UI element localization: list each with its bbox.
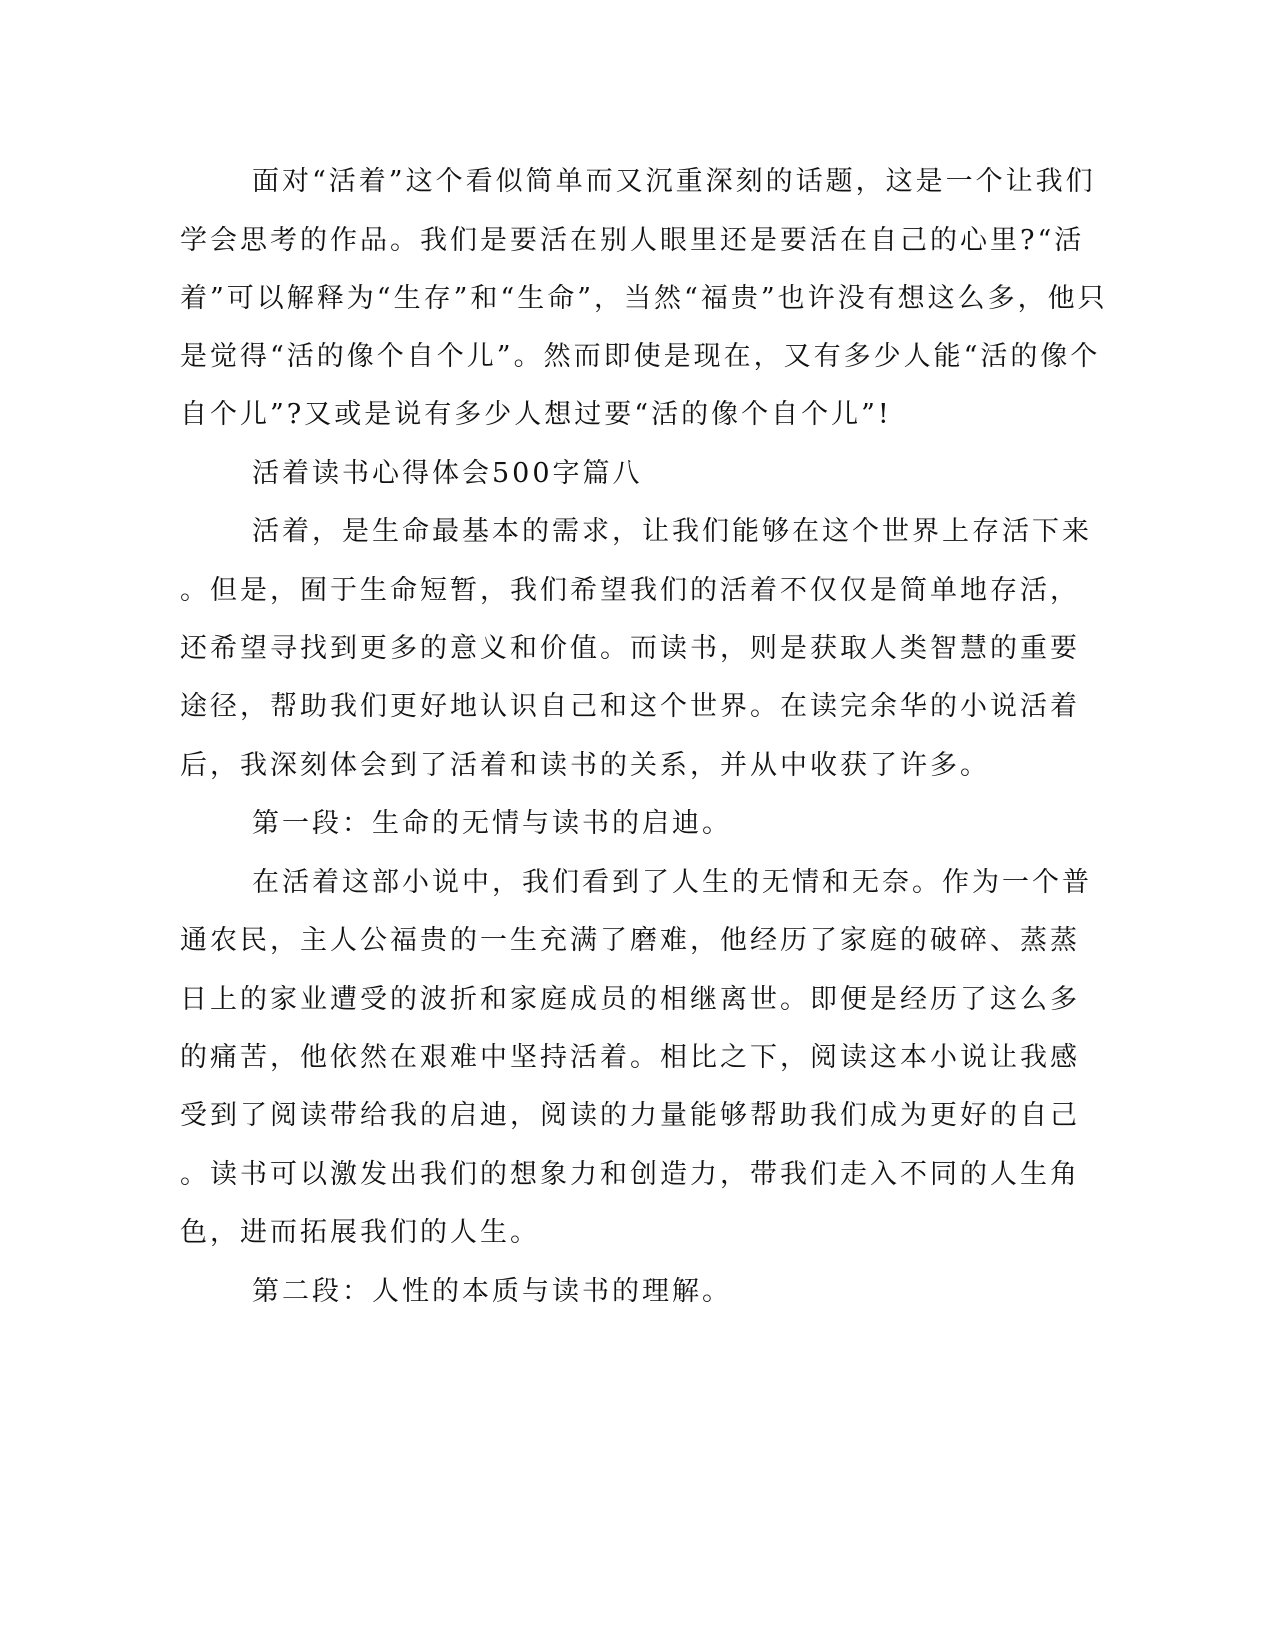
paragraph-line: 受到了阅读带给我的启迪，阅读的力量能够帮助我们成为更好的自己	[180, 1100, 1080, 1131]
paragraph-line: 通农民，主人公福贵的一生充满了磨难，他经历了家庭的破碎、蒸蒸	[180, 925, 1080, 956]
subsection-title: 第二段：人性的本质与读书的理解。	[252, 1276, 732, 1307]
paragraph-line: 还希望寻找到更多的意义和价值。而读书，则是获取人类智慧的重要	[180, 633, 1080, 664]
paragraph-line: 活着，是生命最基本的需求，让我们能够在这个世界上存活下来	[252, 516, 1092, 547]
paragraph-line: 自个儿”?又或是说有多少人想过要“活的像个自个儿”!	[180, 399, 892, 430]
paragraph-line: 是觉得“活的像个自个儿”。然而即使是现在，又有多少人能“活的像个	[180, 341, 1101, 372]
paragraph-line: 。但是，囿于生命短暂，我们希望我们的活着不仅仅是简单地存活，	[180, 575, 1080, 606]
paragraph-line: 学会思考的作品。我们是要活在别人眼里还是要活在自己的心里?“活	[180, 225, 1085, 256]
paragraph-line: 途径，帮助我们更好地认识自己和这个世界。在读完余华的小说活着	[180, 691, 1080, 722]
subsection-title: 第一段：生命的无情与读书的启迪。	[252, 808, 732, 839]
paragraph-line: 。读书可以激发出我们的想象力和创造力，带我们走入不同的人生角	[180, 1159, 1080, 1190]
paragraph-line: 色，进而拓展我们的人生。	[180, 1217, 540, 1248]
paragraph-line: 日上的家业遭受的波折和家庭成员的相继离世。即便是经历了这么多	[180, 984, 1080, 1015]
paragraph-line: 面对“活着”这个看似简单而又沉重深刻的话题，这是一个让我们	[252, 166, 1096, 197]
paragraph-line: 后，我深刻体会到了活着和读书的关系，并从中收获了许多。	[180, 750, 990, 781]
paragraph-line: 的痛苦，他依然在艰难中坚持活着。相比之下，阅读这本小说让我感	[180, 1042, 1080, 1073]
section-heading: 活着读书心得体会500字篇八	[252, 458, 643, 489]
paragraph-line: 着”可以解释为“生存”和“生命”，当然“福贵”也许没有想这么多，他只	[180, 283, 1108, 314]
paragraph-line: 在活着这部小说中，我们看到了人生的无情和无奈。作为一个普	[252, 867, 1092, 898]
